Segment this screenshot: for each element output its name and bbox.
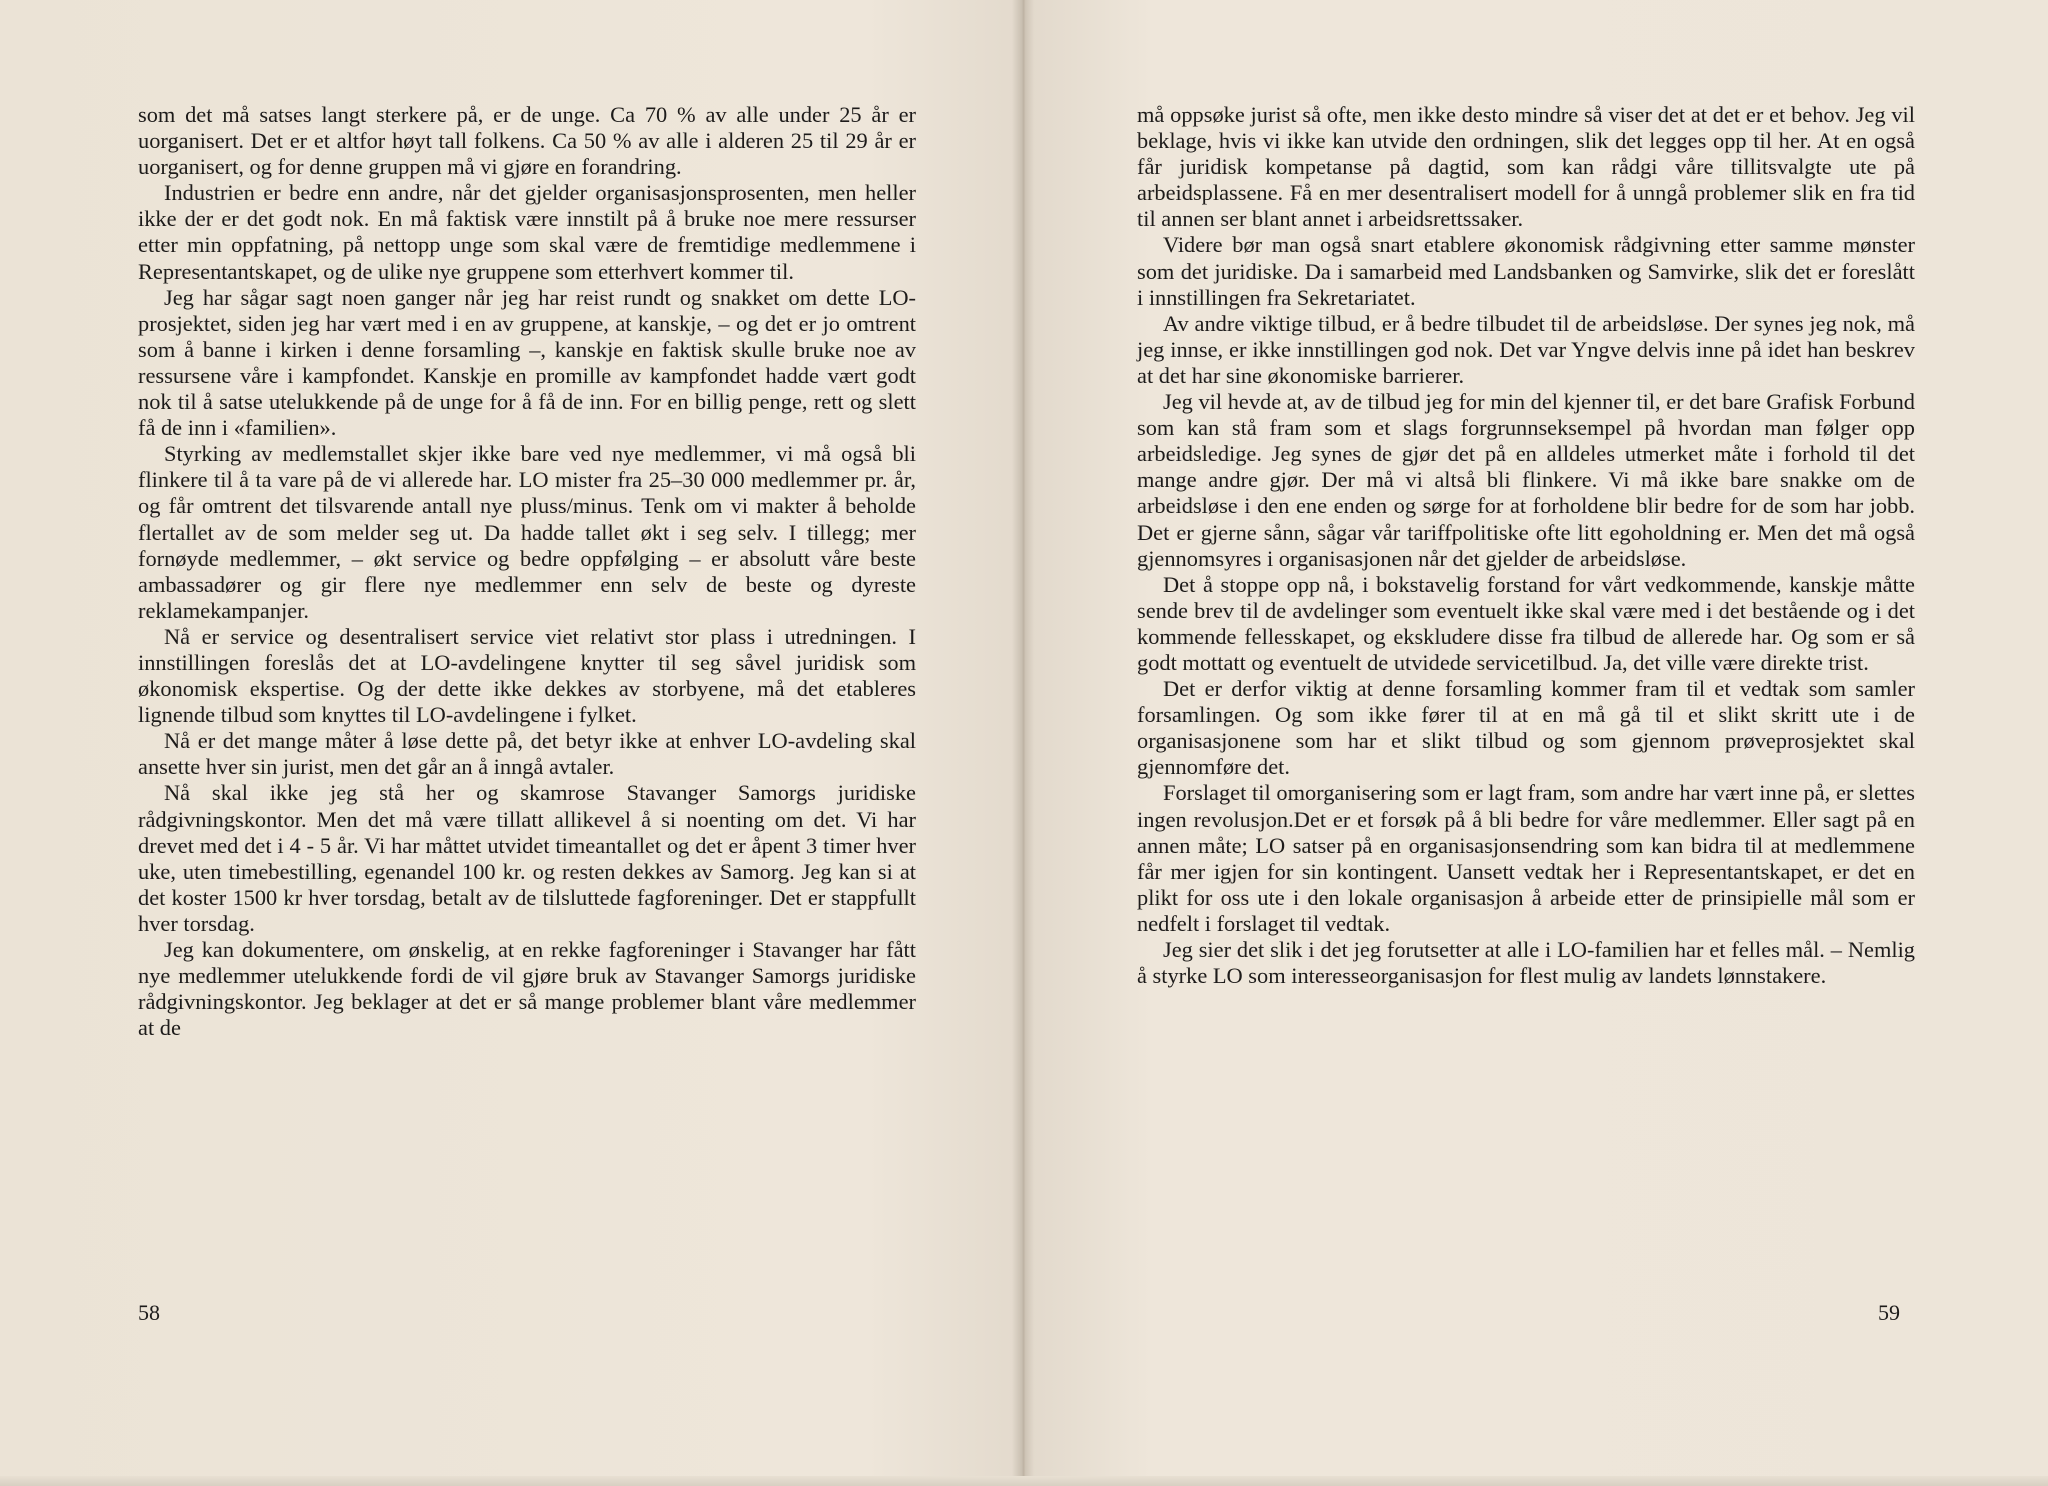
paragraph: Industrien er bedre enn andre, når det gjelder organisasjonsprosenten, men heller ikke der er det godt nok. En må faktisk være innstilt på å bruke noe mere ressurser etter min oppfatning, på nettopp unge som skal være de fremtidige medlemmene i Representantskapet, og de ulike nye gruppene som etterhvert kommer til. bbox=[138, 180, 916, 284]
left-page bbox=[0, 0, 1018, 1486]
page-bottom-edge bbox=[0, 1476, 2048, 1486]
paragraph: Nå er det mange måter å løse dette på, det betyr ikke at enhver LO-avdeling skal ansette hver sin jurist, men det går an å inngå avtaler. bbox=[138, 728, 916, 780]
paragraph: Nå skal ikke jeg stå her og skamrose Stavanger Samorgs juridiske rådgivningskontor. Men det må være tillatt allikevel å si noenting om det. Vi har drevet med det i 4 - 5 år. Vi har måttet utvidet timeantallet og det er åpent 3 timer hver uke, uten timebestilling, egenandel 100 kr. og resten dekkes av Samorg. Jeg kan si at det koster 1500 kr hver torsdag, betalt av de tilsluttede fagforeninger. Det er stappfullt hver torsdag. bbox=[138, 780, 916, 936]
paragraph: Jeg vil hevde at, av de tilbud jeg for min del kjenner til, er det bare Grafisk Forbund som kan stå fram som et slags forgrunnseksempel på hvordan man følger opp arbeidsledige. Jeg synes de gjør det på en alldeles utmerket måte i forhold til det mange andre gjør. Der må vi altså bli flinkere. Vi må ikke bare snakke om de arbeidsløse i den ene enden og sørge for at forholdene blir bedre for de som har jobb. Det er gjerne sånn, sågar vår tariffpolitiske ofte litt egoholdning er. Men det må også gjennomsyres i organisasjonen når det gjelder de arbeidsløse. bbox=[1137, 389, 1915, 571]
right-page bbox=[1030, 0, 2048, 1486]
paragraph: Nå er service og desentralisert service viet relativt stor plass i utredningen. I innstillingen foreslås det at LO-avdelingene knytter til seg såvel juridisk som økonomisk ekspertise. Og der dette ikke dekkes av storbyene, må det etableres lignende tilbud som knyttes til LO-avdelingene i fylket. bbox=[138, 623, 916, 728]
right-page-text bbox=[1137, 102, 1915, 989]
page-number-left: 58 bbox=[138, 1300, 160, 1325]
paragraph: Jeg kan dokumentere, om ønskelig, at en rekke fagforeninger i Stavanger har fått nye medlemmer utelukkende fordi de vil gjøre bruk av Stavanger Samorgs juridiske rådgivningskontor. Jeg beklager at det er så mange problemer blant våre medlemmer at de bbox=[138, 937, 916, 1041]
paragraph: Jeg har sågar sagt noen ganger når jeg har reist rundt og snakket om dette LO-prosjektet, siden jeg har vært med i en av gruppene, at kanskje, – og det er jo omtrent som å banne i kirken i denne forsamling –, kanskje en faktisk skulle bruke noe av ressursene våre i kampfondet. Kanskje en promille av kampfondet hadde vært godt nok til å satse utelukkende på de unge for å få de inn. For en billig penge, rett og slett få de inn i «familien». bbox=[138, 284, 916, 441]
paragraph: som det må satses langt sterkere på, er de unge. Ca 70 % av alle under 25 år er uorganisert. Det er et altfor høyt tall folkens. Ca 50 % av alle i alderen 25 til 29 år er uorganisert, og for denne gruppen må vi gjøre en forandring. bbox=[138, 102, 916, 180]
paragraph: må oppsøke jurist så ofte, men ikke desto mindre så viser det at det er et behov. Jeg vil beklage, hvis vi ikke kan utvide den ordningen, slik det legges opp til her. At en også får juridisk kompetanse på dagtid, som kan rådgi våre tillitsvalgte ute på arbeidsplassene. Få en mer desentralisert modell for å unngå problemer slik en fra tid til annen ser blant annet i arbeidsrettssaker. bbox=[1137, 102, 1915, 232]
left-page-text bbox=[138, 102, 916, 1041]
paragraph: Jeg sier det slik i det jeg forutsetter at alle i LO-familien har et felles mål. – Nemlig å styrke LO som interesseorganisasjon for flest mulig av landets lønnstakere. bbox=[1137, 937, 1915, 989]
paragraph: Det å stoppe opp nå, i bokstavelig forstand for vårt vedkommende, kanskje måtte sende brev til de avdelinger som eventuelt ikke skal være med i det bestående og i det kommende fellesskapet, og ekskludere disse fra tilbud de allerede har. Og som er så godt mottatt og eventuelt de utvidede servicetilbud. Ja, det ville være direkte trist. bbox=[1137, 571, 1915, 675]
book-gutter bbox=[1012, 0, 1034, 1486]
paragraph: Av andre viktige tilbud, er å bedre tilbudet til de arbeidsløse. Der synes jeg nok, må jeg innse, er ikke innstillingen god nok. Det var Yngve delvis inne på idet han beskrev at det har sine økonomiske barrierer. bbox=[1137, 310, 1915, 388]
paragraph: Videre bør man også snart etablere økonomisk rådgivning etter samme mønster som det juridiske. Da i samarbeid med Landsbanken og Samvirke, slik det er foreslått i innstillingen fra Sekretariatet. bbox=[1137, 232, 1915, 310]
paragraph: Det er derfor viktig at denne forsamling kommer fram til et vedtak som samler forsamlingen. Og som ikke fører til at en må gå til et slikt skritt ute i de organisasjonene som har et slikt tilbud og som gjennom prøveprosjektet skal gjennomføre det. bbox=[1137, 676, 1915, 780]
page-number-right: 59 bbox=[1878, 1300, 1900, 1325]
paragraph: Styrking av medlemstallet skjer ikke bare ved nye medlemmer, vi må også bli flinkere til å ta vare på de vi allerede har. LO mister fra 25–30 000 medlemmer pr. år, og får omtrent det tilsvarende antall nye pluss/minus. Tenk om vi makter å beholde flertallet av de som melder seg ut. Da hadde tallet økt i seg selv. I tillegg; mer fornøyde medlemmer, – økt service og bedre oppfølging – er absolutt våre beste ambassadører og gir flere nye medlemmer enn selv de beste og dyreste reklamekampanjer. bbox=[138, 441, 916, 623]
paragraph: Forslaget til omorganisering som er lagt fram, som andre har vært inne på, er slettes ingen revolusjon.Det er et forsøk på å bli bedre for våre medlemmer. Eller sagt på en annen måte; LO satser på en organisasjonsendring som kan bidra til at medlemmene får mer igjen for sin kontingent. Uansett vedtak her i Representantskapet, er det en plikt for oss ute i den lokale organisasjon å arbeide etter de prinsipielle mål som er nedfelt i forslaget til vedtak. bbox=[1137, 780, 1915, 936]
